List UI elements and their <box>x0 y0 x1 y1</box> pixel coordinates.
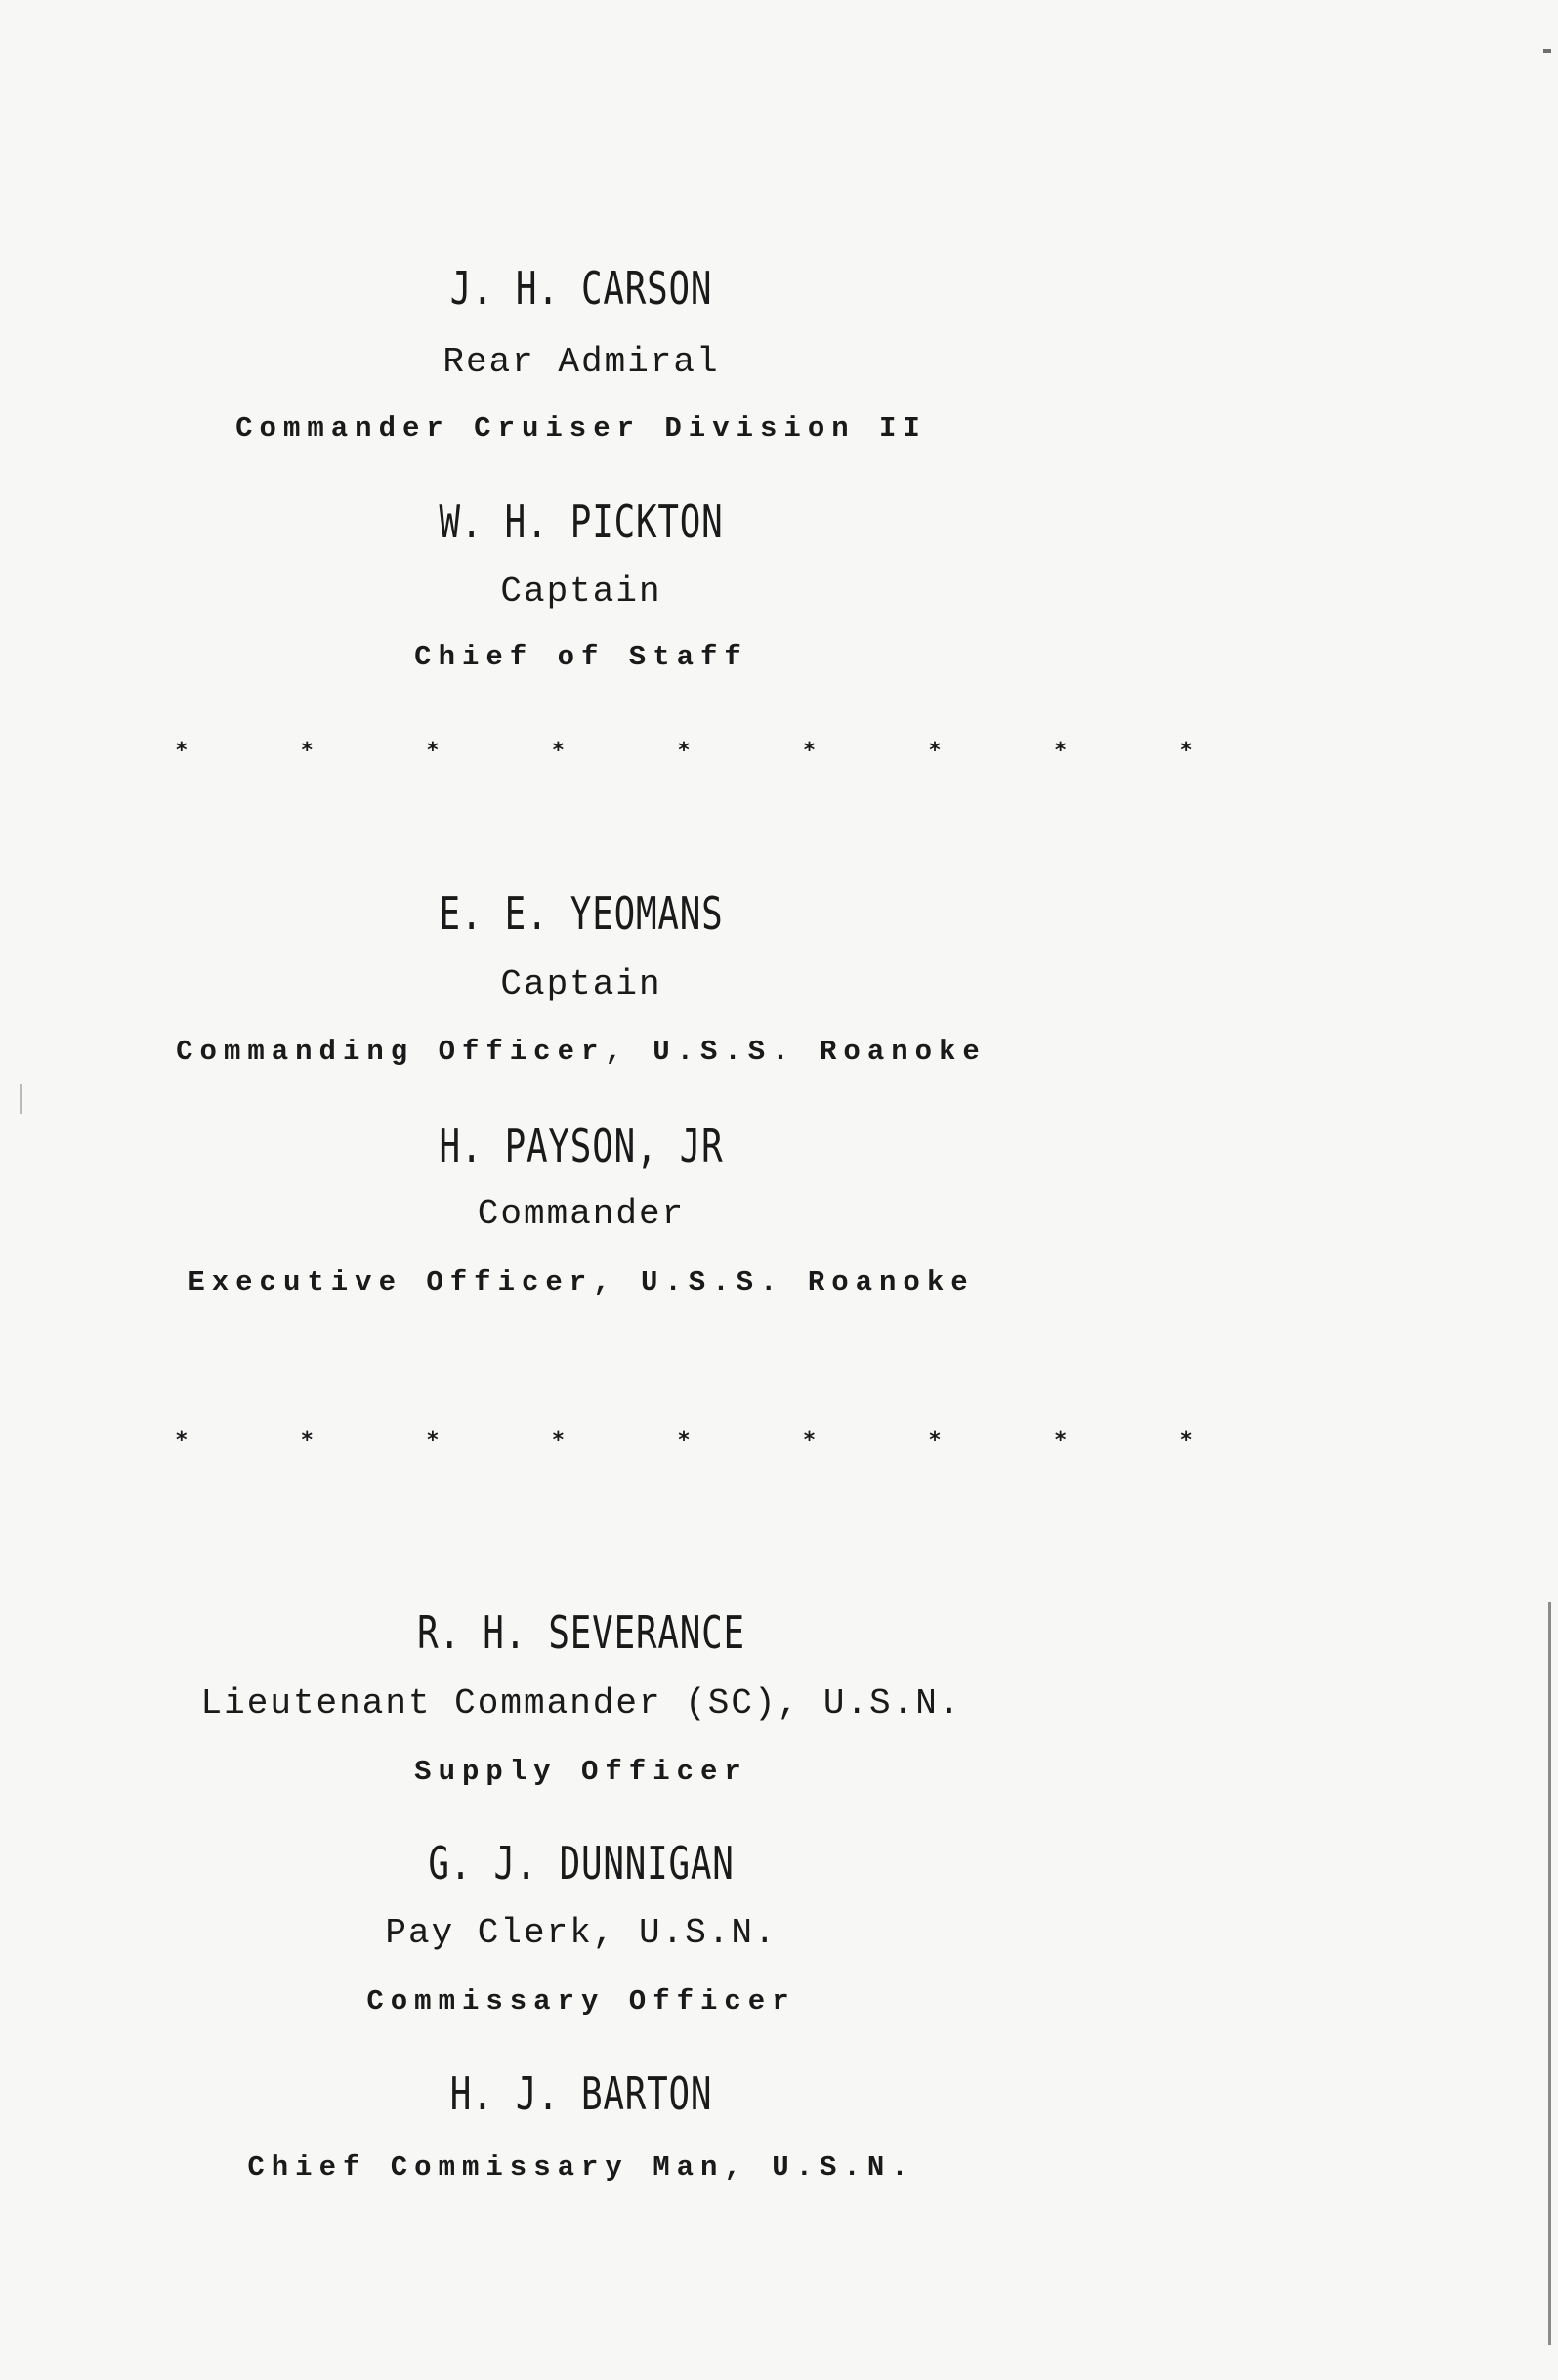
separator-star: * <box>176 1428 188 1453</box>
officer-name: H. PAYSON, JR <box>439 1120 724 1172</box>
officer-rank: Lieutenant Commander (SC), U.S.N. <box>200 1683 962 1723</box>
officer-name: G. J. DUNNIGAN <box>428 1837 735 1890</box>
separator-star: * <box>929 739 941 763</box>
separator-star: * <box>1054 739 1067 763</box>
scan-edge-mark <box>20 1084 22 1114</box>
separator-star: * <box>1180 739 1192 763</box>
officer-rank: Pay Clerk, U.S.N. <box>385 1913 778 1953</box>
separator-star: * <box>427 739 439 763</box>
separator-star: * <box>176 739 188 763</box>
officer-name: H. J. BARTON <box>449 2067 713 2120</box>
officer-rank: Captain <box>500 572 662 612</box>
officer-duty: Chief of Staff <box>414 641 748 673</box>
separator-star: * <box>803 739 816 763</box>
separator-star: * <box>301 739 314 763</box>
separator-star: * <box>1180 1428 1192 1453</box>
officer-name: R. H. SEVERANCE <box>417 1606 745 1659</box>
officer-name: J. H. CARSON <box>449 262 713 315</box>
officer-duty: Executive Officer, U.S.S. Roanoke <box>188 1266 975 1298</box>
separator-star: * <box>552 1428 565 1453</box>
officer-rank: Captain <box>500 964 662 1004</box>
star-separator <box>176 1428 1192 1453</box>
separator-star: * <box>678 1428 690 1453</box>
separator-star: * <box>427 1428 439 1453</box>
separator-star: * <box>678 739 690 763</box>
separator-star: * <box>1054 1428 1067 1453</box>
officer-name: E. E. YEOMANS <box>439 887 724 940</box>
officer-name: W. H. PICKTON <box>439 495 724 548</box>
scan-edge-mark <box>1543 49 1551 53</box>
officer-duty: Commander Cruiser Division II <box>235 412 927 445</box>
separator-star: * <box>803 1428 816 1453</box>
star-separator <box>176 739 1192 763</box>
separator-star: * <box>552 739 565 763</box>
officer-duty: Commanding Officer, U.S.S. Roanoke <box>176 1036 987 1068</box>
officer-duty: Supply Officer <box>414 1756 748 1788</box>
officer-duty: Commissary Officer <box>366 1985 796 2018</box>
officer-rank: Rear Admiral <box>442 342 720 382</box>
scan-edge-line <box>1548 1602 1551 2345</box>
officer-rank: Commander <box>477 1194 686 1234</box>
separator-star: * <box>929 1428 941 1453</box>
separator-star: * <box>301 1428 314 1453</box>
officer-duty: Chief Commissary Man, U.S.N. <box>247 2151 915 2184</box>
